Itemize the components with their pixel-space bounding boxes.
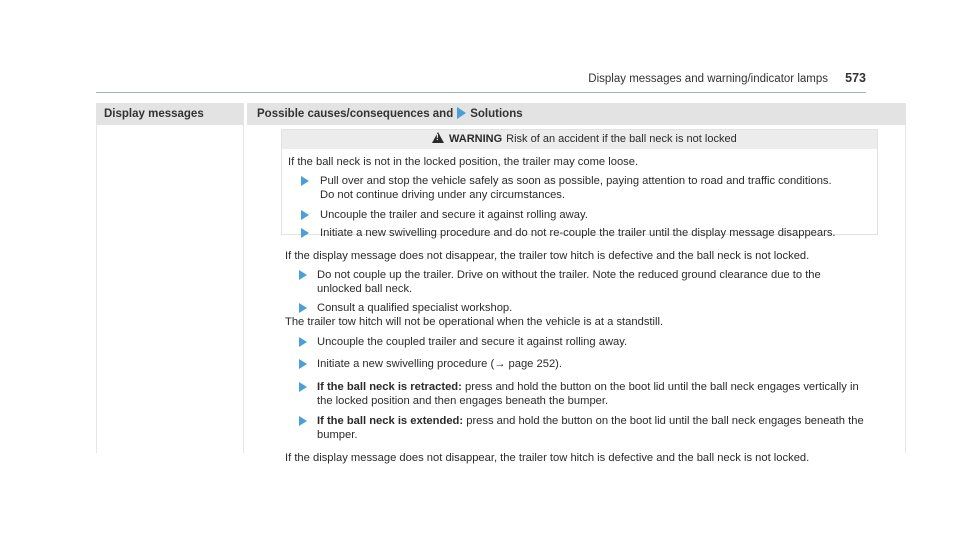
step-ball-neck-retracted-line-2: the locked position and then engages beneath the bumper. — [317, 395, 609, 407]
warning-title: Risk of an accident if the ball neck is not locked — [506, 133, 737, 145]
bullet-arrow-icon — [301, 228, 309, 238]
retracted-instruction: press and hold the button on the boot lid until the ball neck engages vertically in — [464, 381, 859, 393]
warning-step-1-line-2: Do not continue driving under any circumstances. — [320, 189, 566, 201]
bullet-arrow-icon — [299, 382, 307, 392]
page-header — [96, 0, 866, 93]
step-initiate-swivelling: Initiate a new swivelling procedure (→ page 252). — [317, 358, 563, 370]
step-ball-neck-extended-line-2: bumper. — [317, 429, 358, 441]
causes-solutions-cell — [247, 125, 906, 464]
step-do-not-couple-line-1: Do not couple up the trailer. Drive on without the trailer. Note the reduced ground clearance due to the — [317, 269, 821, 281]
warning-intro: If the ball neck is not in the locked position, the trailer may come loose. — [288, 156, 639, 168]
step-ball-neck-extended-line-1 — [317, 414, 864, 428]
bullet-arrow-icon — [299, 337, 307, 347]
heading-solutions-text: Solutions — [470, 108, 523, 120]
header-title: Display messages and warning/indicator lamps — [588, 73, 828, 85]
bullet-arrow-icon — [299, 270, 307, 280]
solutions-arrow-icon — [457, 107, 466, 119]
paragraph-not-disappear-2: If the display message does not disappear, the trailer tow hitch is defective and the ball neck is not locked. — [285, 452, 810, 464]
step-consult-workshop: Consult a qualified specialist workshop. — [317, 302, 513, 314]
step-do-not-couple-line-2: unlocked ball neck. — [317, 283, 413, 295]
heading-causes-text: Possible causes/consequences and — [257, 108, 454, 120]
bullet-arrow-icon — [299, 359, 307, 369]
condition-extended: If the ball neck is extended: — [317, 415, 464, 427]
page-number: 573 — [845, 71, 866, 85]
messages-table — [96, 103, 906, 464]
warning-header — [282, 130, 877, 149]
bullet-arrow-icon — [301, 176, 309, 186]
condition-retracted: If the ball neck is retracted: — [317, 381, 462, 393]
display-message-cell — [96, 125, 244, 453]
warning-step-2: Uncouple the trailer and secure it against rolling away. — [320, 209, 588, 221]
warning-step-3: Initiate a new swivelling procedure and do not re-couple the trailer until the display message disappears. — [320, 227, 836, 239]
bullet-arrow-icon — [299, 303, 307, 313]
extended-instruction: press and hold the button on the boot lid until the ball neck engages beneath the — [466, 415, 864, 427]
note-tow-hitch-standstill: The trailer tow hitch will not be operational when the vehicle is at a standstill. — [285, 316, 664, 328]
column-heading-causes-solutions — [247, 103, 906, 125]
warning-label: WARNING — [449, 133, 503, 145]
bullet-arrow-icon — [299, 416, 307, 426]
paragraph-not-disappear-1: If the display message does not disappear, the trailer tow hitch is defective and the ball neck is not locked. — [285, 250, 810, 262]
warning-box — [281, 129, 878, 239]
warning-triangle-icon — [432, 132, 444, 143]
warning-step-1-line-1: Pull over and stop the vehicle safely as soon as possible, paying attention to road and traffic conditions. — [320, 175, 832, 187]
bullet-arrow-icon — [301, 210, 309, 220]
step-ball-neck-retracted-line-1 — [317, 380, 859, 394]
step-uncouple-trailer: Uncouple the coupled trailer and secure it against rolling away. — [317, 336, 628, 348]
column-heading-display-messages: Display messages — [96, 103, 244, 125]
